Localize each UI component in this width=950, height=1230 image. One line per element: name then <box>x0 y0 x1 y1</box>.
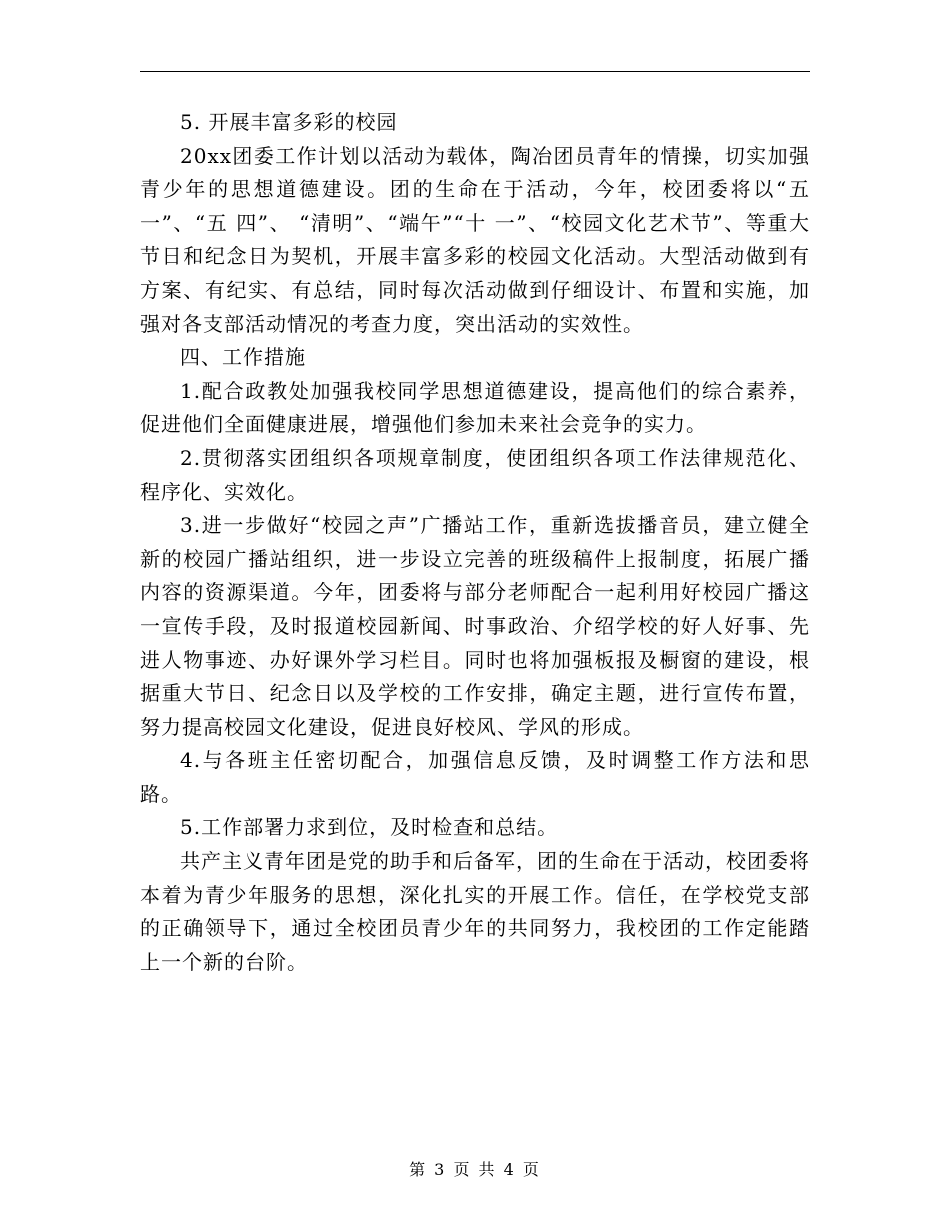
paragraph-section-5-heading: 5. 开展丰富多彩的校园 <box>180 110 398 134</box>
page-number-footer: 第 3 页 共 4 页 <box>409 1160 541 1179</box>
document-body <box>140 106 810 979</box>
paragraph-measure-1: 1.配合政教处加强我校同学思想道德建设，提高他们的综合素养，促进他们全面健康进展，增强他们参加未来社会竞争的实力。 <box>140 378 810 437</box>
paragraph-activities: 20xx团委工作计划以活动为载体，陶冶团员青年的情操，切实加强青少年的思想道德建设。团的生命在于活动，今年，校团委将以“五 一”、“五 四”、 “清明”、“端午”“十 一”、“校园文化艺术节”、等重大节日和纪念日为契机，开展丰富多彩的校园文化活动。大型活动做到有方案、有纪实、有总结，同时每次活动做到仔细设计、布置和实施，加强对各支部活动情况的考查力度，突出活动的实效性。 <box>140 143 810 336</box>
paragraph-measure-2: 2.贯彻落实团组织各项规章制度，使团组织各项工作法律规范化、程序化、实效化。 <box>140 445 810 504</box>
paragraph-measure-5: 5.工作部署力求到位，及时检查和总结。 <box>180 815 559 840</box>
header-rule <box>140 71 810 72</box>
heading-work-measures: 四、工作措施 <box>180 345 306 370</box>
paragraph-conclusion: 共产主义青年团是党的助手和后备军，团的生命在于活动，校团委将本着为青少年服务的思想，深化扎实的开展工作。信任，在学校党支部的正确领导下，通过全校团员青少年的共同努力，我校团的工作定能踏上一个新的台阶。 <box>140 849 810 974</box>
paragraph-measure-4: 4.与各班主任密切配合，加强信息反馈，及时调整工作方法和思路。 <box>140 748 810 806</box>
paragraph-measure-3: 3.进一步做好“校园之声”广播站工作，重新选拔播音员，建立健全新的校园广播站组织，进一步设立完善的班级稿件上报制度，拓展广播内容的资源渠道。今年，团委将与部分老师配合一起利用好校园广播这一宣传手段，及时报道校园新闻、时事政治、介绍学校的好人好事、先进人物事迹、办好课外学习栏目。同时也将加强板报及橱窗的建设，根据重大节日、纪念日以及学校的工作安排，确定主题，进行宣传布置，努力提高校园文化建设，促进良好校风、学风的形成。 <box>140 513 810 739</box>
